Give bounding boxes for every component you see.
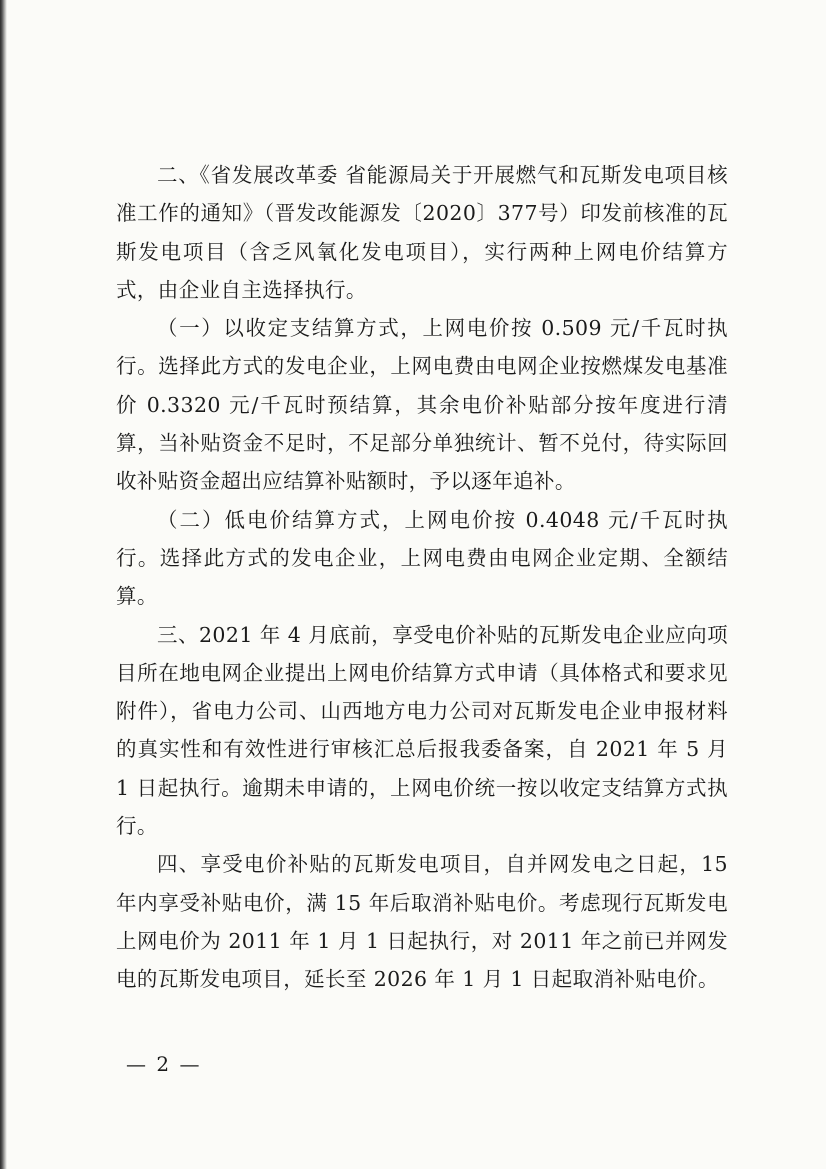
page-number: — 2 —: [126, 1052, 202, 1076]
document-body: [116, 156, 728, 999]
paragraph-section-three: 三、2021 年 4 月底前，享受电价补贴的瓦斯发电企业应向项目所在地电网企业提出上网电价结算方式申请（具体格式和要求见附件），省电力公司、山西地方电力公司对瓦斯发电企业申报材料的真实性和有效性进行审核汇总后报我委备案，自 2021 年 5 月 1 日起执行。逾期未申请的，上网电价统一按以收定支结算方式执行。: [116, 622, 728, 839]
paragraph-item-one: （一）以收定支结算方式，上网电价按 0.509 元/千瓦时执行。选择此方式的发电企业，上网电费由电网企业按燃煤发电基准价 0.3320 元/千瓦时预结算，其余电价补贴部分按年度进行清算，当补贴资金不足时，不足部分单独统计、暂不兑付，待实际回收补贴资金超出应结算补贴额时，予以逐年追补。: [116, 316, 728, 494]
scan-edge-shadow: [0, 0, 7, 1169]
paragraph-section-four: 四、享受电价补贴的瓦斯发电项目，自并网发电之日起，15 年内享受补贴电价，满 15 年后取消补贴电价。考虑现行瓦斯发电上网电价为 2011 年 1 月 1 日起执行，对 2011 年之前已并网发电的瓦斯发电项目，延长至 2026 年 1 月 1 日起取消补贴电价。: [116, 852, 728, 992]
paragraph-section-two: 二、《省发展改革委 省能源局关于开展燃气和瓦斯发电项目核准工作的通知》（晋发改能源发〔2020〕377号）印发前核准的瓦斯发电项目（含乏风氧化发电项目），实行两种上网电价结算方式，由企业自主选择执行。: [116, 163, 728, 302]
paragraph-item-two: （二）低电价结算方式，上网电价按 0.4048 元/千瓦时执行。选择此方式的发电企业，上网电费由电网企业定期、全额结算。: [116, 507, 728, 609]
